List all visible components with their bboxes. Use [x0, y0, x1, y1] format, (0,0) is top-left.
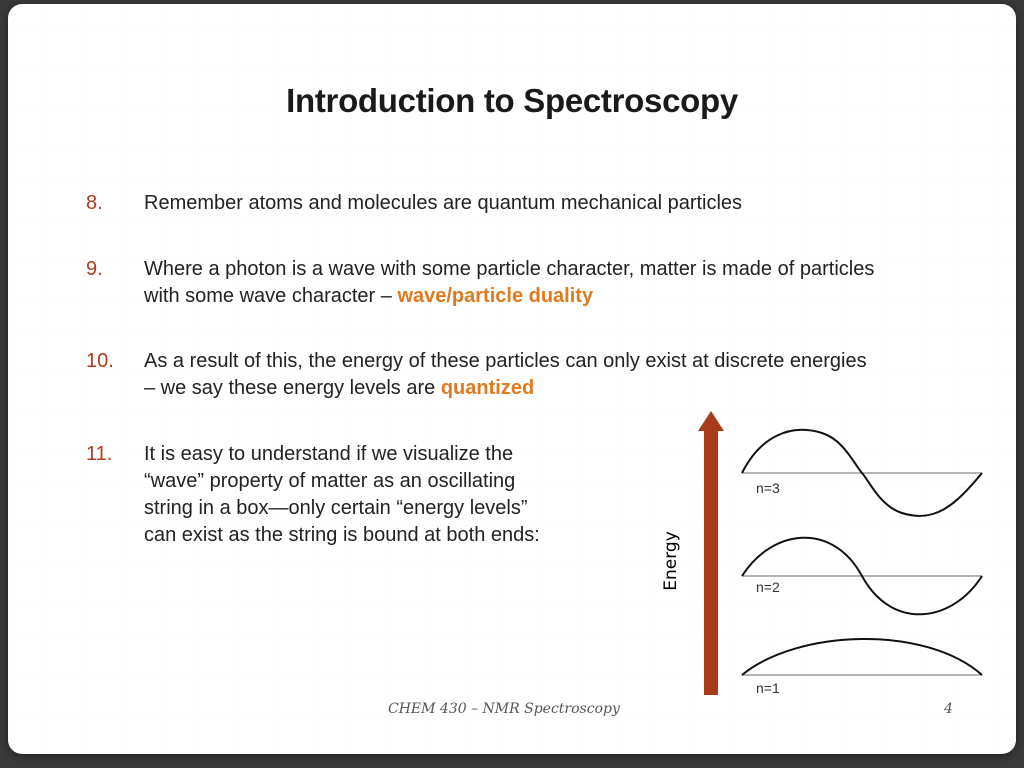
energy-arrow-head: [698, 411, 724, 431]
energy-arrow-shaft: [704, 427, 718, 695]
level-label-n3: n=3: [756, 480, 780, 496]
list-text-line: It is easy to understand if we visualize the: [144, 443, 514, 465]
list-text-line: can exist as the string is bound at both ends:: [144, 524, 540, 546]
highlight-text: wave/particle duality: [397, 285, 594, 307]
list-text-line: Where a photon is a wave with some particle character, matter is made of particles: [144, 258, 875, 280]
list-text-line: string in a box—only certain “energy levels”: [144, 497, 528, 519]
level-label-n2: n=2: [756, 579, 780, 595]
list-text-line: “wave” property of matter as an oscillating: [144, 470, 516, 492]
standing-wave-figure: [648, 409, 993, 699]
footer-page-number: 4: [944, 701, 953, 717]
highlight-text: quantized: [440, 377, 535, 399]
list-text: Remember atoms and molecules are quantum mechanical particles: [144, 192, 743, 214]
level-label-n1: n=1: [756, 680, 780, 696]
wave-n1: [742, 639, 982, 675]
list-item-9: [86, 256, 986, 312]
slide-title: Introduction to Spectroscopy: [286, 82, 738, 119]
list-number: 9.: [86, 258, 103, 280]
list-number: 11.: [86, 443, 113, 465]
list-text-line: – we say these energy levels are: [144, 377, 441, 399]
slide-page: [8, 4, 1016, 754]
list-item-11: [86, 441, 606, 551]
list-number: 8.: [86, 192, 103, 214]
list-text-line: As a result of this, the energy of these particles can only exist at discrete energies: [144, 350, 867, 372]
list-item-10: [86, 348, 986, 404]
energy-axis-label: Energy: [661, 531, 681, 591]
list-text-line: with some wave character –: [144, 285, 398, 307]
list-number: 10.: [86, 350, 114, 372]
list-item-8: [86, 190, 966, 218]
footer-course: CHEM 430 – NMR Spectroscopy: [388, 701, 620, 717]
